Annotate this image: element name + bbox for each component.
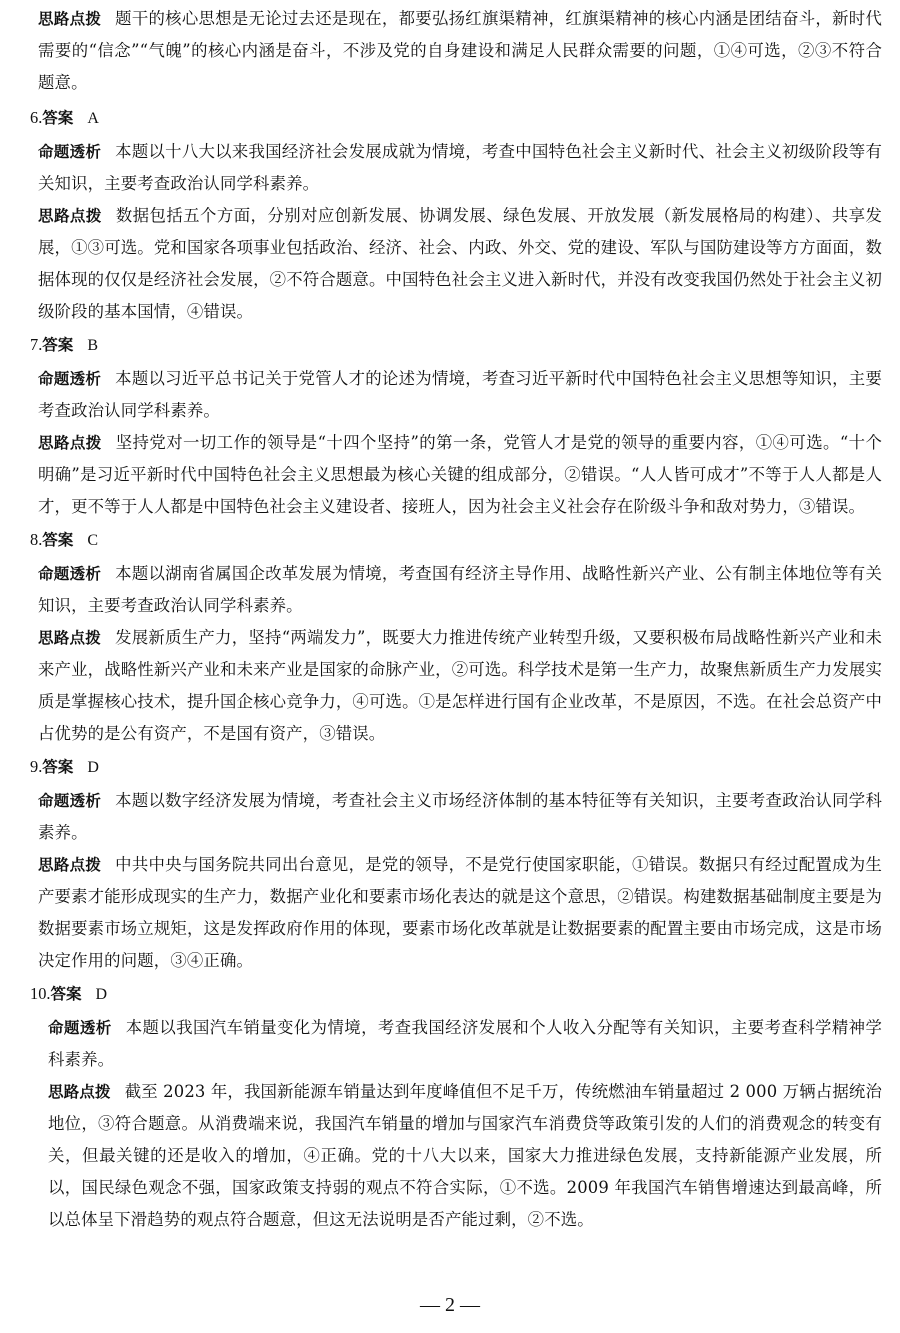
answer-label: 答案 bbox=[42, 531, 74, 549]
analysis-paragraph bbox=[30, 558, 882, 622]
answer-label: 答案 bbox=[42, 336, 74, 354]
question-number: 10. bbox=[30, 984, 51, 1003]
question-number: 7. bbox=[30, 335, 43, 354]
answer-label: 答案 bbox=[42, 109, 74, 127]
question-7 bbox=[30, 328, 882, 523]
page-number: — 2 — bbox=[420, 1294, 480, 1316]
answer-line bbox=[30, 977, 882, 1012]
hint-label: 思路点拨 bbox=[38, 856, 102, 874]
hint-label: 思路点拨 bbox=[38, 10, 102, 28]
answer-label: 答案 bbox=[50, 985, 82, 1003]
analysis-label: 命题透析 bbox=[38, 792, 102, 810]
hint-text: 题干的核心思想是无论过去还是现在，都要弘扬红旗渠精神，红旗渠精神的核心内涵是团结奋斗，新时代需要的“信念”“气魄”的核心内涵是奋斗，不涉及党的自身建设和满足人民群众需要的问题，①④可选，②③不符合题意。 bbox=[38, 9, 882, 92]
hint-label: 思路点拨 bbox=[38, 434, 102, 452]
analysis-paragraph bbox=[30, 136, 882, 200]
hint-text: 截至 2023 年，我国新能源车销量达到年度峰值但不足千万，传统燃油车销量超过 2 000 万辆占据统治地位，③符合题意。从消费端来说，我国汽车销量的增加与国家汽车消费贷等政策引发的人们的消费观念的转变有关，但最关键的还是收入的增加，④正确。党的十八大以来，国家大力推进绿色发展，支持新能源产业发展，所以，国民绿色观念不强，国家政策支持弱的观点不符合实际，①不选。2009 年我国汽车销售增速达到最高峰，所以总体呈下滑趋势的观点符合题意，但这无法说明是否产能过剩，②不选。 bbox=[48, 1082, 882, 1229]
answer-line bbox=[30, 328, 882, 363]
hint-paragraph bbox=[30, 1076, 882, 1236]
analysis-label: 命题透析 bbox=[38, 370, 102, 388]
question-6 bbox=[30, 101, 882, 328]
analysis-text: 本题以我国汽车销量变化为情境，考查我国经济发展和个人收入分配等有关知识，主要考查科学精神学科素养。 bbox=[48, 1018, 883, 1069]
analysis-label: 命题透析 bbox=[48, 1019, 112, 1037]
analysis-label: 命题透析 bbox=[38, 565, 102, 583]
analysis-label: 命题透析 bbox=[38, 143, 102, 161]
hint-label: 思路点拨 bbox=[48, 1083, 111, 1101]
answer-value: D bbox=[95, 986, 108, 1003]
analysis-paragraph bbox=[30, 1012, 882, 1076]
hint-text: 数据包括五个方面，分别对应创新发展、协调发展、绿色发展、开放发展（新发展格局的构建）、共享发展，①③可选。党和国家各项事业包括政治、经济、社会、内政、外交、党的建设、军队与国防建设等方方面面，数据体现的仅仅是经济社会发展，②不符合题意。中国特色社会主义进入新时代，并没有改变我国仍然处于社会主义初级阶段的基本国情，④错误。 bbox=[38, 206, 882, 321]
answer-value: C bbox=[87, 532, 98, 549]
answer-value: A bbox=[87, 110, 99, 127]
hint-paragraph bbox=[30, 622, 882, 750]
answer-line bbox=[30, 750, 882, 785]
analysis-text: 本题以十八大以来我国经济社会发展成就为情境，考查中国特色社会主义新时代、社会主义初级阶段等有关知识，主要考查政治认同学科素养。 bbox=[38, 142, 882, 193]
question-number: 6. bbox=[30, 108, 43, 127]
answer-value: D bbox=[87, 759, 99, 776]
question-9 bbox=[30, 750, 882, 977]
analysis-text: 本题以数字经济发展为情境，考查社会主义市场经济体制的基本特征等有关知识，主要考查政治认同学科素养。 bbox=[38, 791, 882, 842]
analysis-paragraph bbox=[30, 363, 882, 427]
top-hint bbox=[30, 3, 882, 99]
hint-text: 中共中央与国务院共同出台意见，是党的领导，不是党行使国家职能，①错误。数据只有经过配置成为生产要素才能形成现实的生产力，数据产业化和要素市场化表达的就是这个意思，②错误。构建数据基础制度主要是为数据要素市场立规矩，这是发挥政府作用的体现，要素市场化改革就是让数据要素的配置主要由市场完成，这是市场决定作用的问题，③④正确。 bbox=[38, 855, 882, 970]
question-number: 9. bbox=[30, 757, 43, 776]
answer-line bbox=[30, 523, 882, 558]
analysis-paragraph bbox=[30, 785, 882, 849]
analysis-text: 本题以习近平总书记关于党管人才的论述为情境，考查习近平新时代中国特色社会主义思想等知识，主要考查政治认同学科素养。 bbox=[38, 369, 882, 420]
hint-text: 发展新质生产力，坚持“两端发力”，既要大力推进传统产业转型升级，又要积极布局战略性新兴产业和未来产业，战略性新兴产业和未来产业是国家的命脉产业，②可选。科学技术是第一生产力，故聚焦新质生产力发展实质是掌握核心技术，提升国企核心竞争力，④可选。①是怎样进行国有企业改革，不是原因，不选。在社会总资产中占优势的是公有资产，不是国有资产，③错误。 bbox=[38, 628, 882, 743]
hint-label: 思路点拨 bbox=[38, 207, 102, 225]
question-number: 8. bbox=[30, 530, 43, 549]
hint-paragraph bbox=[30, 849, 882, 977]
hint-label: 思路点拨 bbox=[38, 629, 102, 647]
analysis-text: 本题以湖南省属国企改革发展为情境，考查国有经济主导作用、战略性新兴产业、公有制主体地位等有关知识，主要考查政治认同学科素养。 bbox=[38, 564, 882, 615]
question-8 bbox=[30, 523, 882, 750]
hint-paragraph bbox=[30, 427, 882, 523]
question-10 bbox=[30, 977, 882, 1236]
hint-text: 坚持党对一切工作的领导是“十四个坚持”的第一条，党管人才是党的领导的重要内容，①④可选。“十个明确”是习近平新时代中国特色社会主义思想最为核心关键的组成部分，②错误。“人人皆可成才”不等于人人都是人才，更不等于人人都是中国特色社会主义建设者、接班人，因为社会主义社会存在阶级斗争和敌对势力，③错误。 bbox=[38, 433, 883, 516]
answer-value: B bbox=[87, 337, 98, 354]
answer-label: 答案 bbox=[42, 758, 74, 776]
answer-line bbox=[30, 101, 882, 136]
hint-paragraph bbox=[30, 200, 882, 328]
